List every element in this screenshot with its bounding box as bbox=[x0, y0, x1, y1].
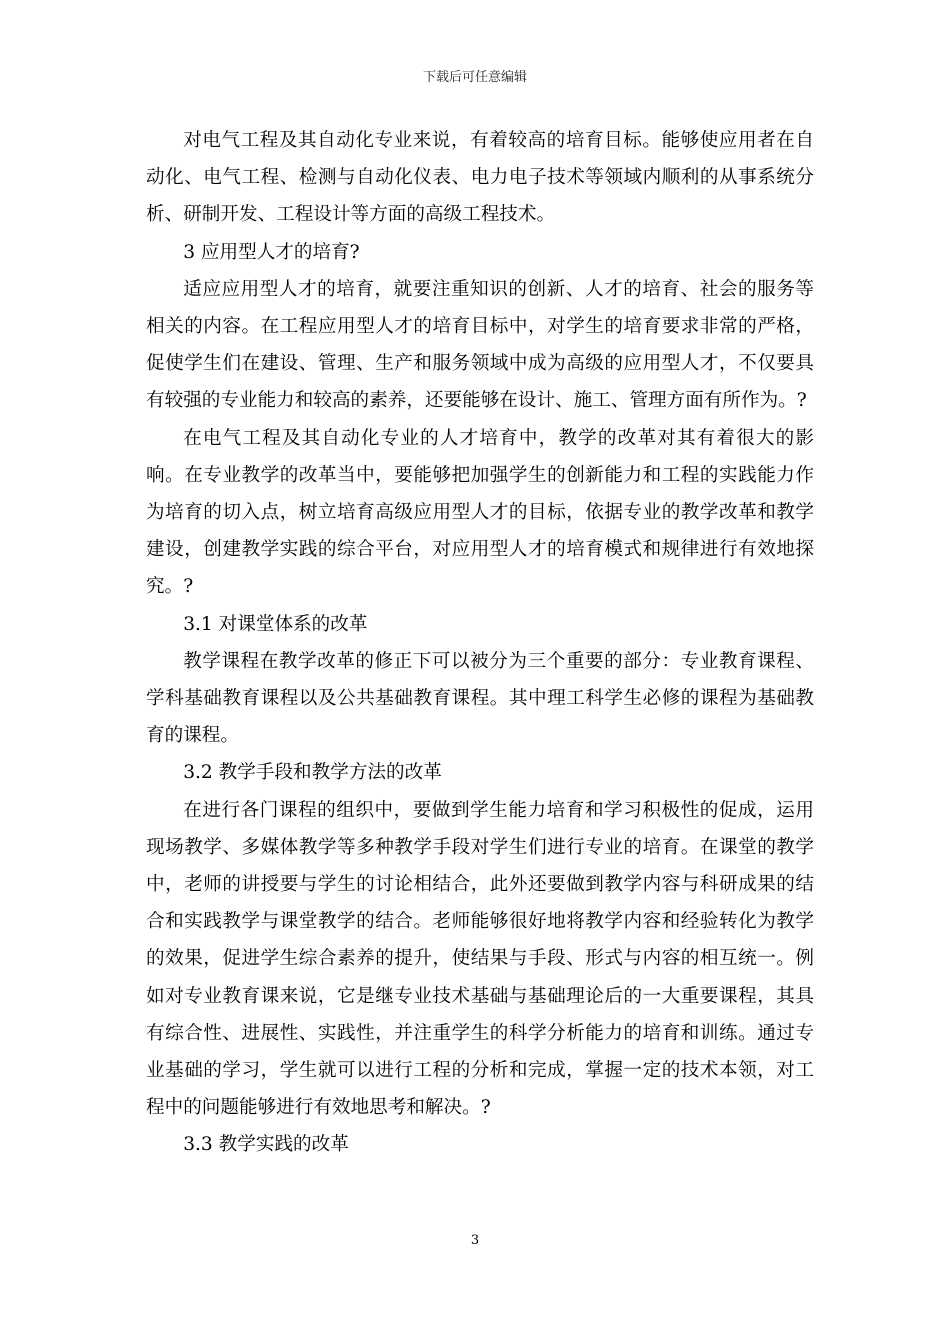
paragraph-course-system: 教学课程在教学改革的修正下可以被分为三个重要的部分：专业教育课程、学科基础教育课程以及公共基础教育课程。其中理工科学生必修的课程为基础教育的课程。 bbox=[146, 650, 814, 747]
paragraph-intro: 对电气工程及其自动化专业来说，有着较高的培育目标。能够使应用者在自动化、电气工程、检测与自动化仪表、电力电子技术等领域内顺利的从事系统分析、研制开发、工程设计等方面的高级工程技术。 bbox=[146, 130, 814, 226]
page-header: 下载后可任意编辑 bbox=[422, 70, 527, 85]
section-heading-3-1: 3.1 对课堂体系的改革 bbox=[183, 613, 368, 635]
section-heading-3-3: 3.3 教学实践的改革 bbox=[183, 1134, 349, 1156]
page-number: 3 bbox=[470, 1233, 480, 1248]
section-heading-3-2: 3.2 教学手段和教学方法的改革 bbox=[183, 762, 442, 784]
paragraph-teaching-reform: 在电气工程及其自动化专业的人才培育中，教学的改革对其有着很大的影响。在专业教学的改革当中，要能够把加强学生的创新能力和工程的实践能力作为培育的切入点，树立培育高级应用型人才的目标，依据专业的教学改革和教学建设，创建教学实践的综合平台，对应用型人才的培育模式和规律进行有效地探究。? bbox=[146, 427, 814, 598]
paragraph-applied-talent: 适应应用型人才的培育，就要注重知识的创新、人才的培育、社会的服务等相关的内容。在工程应用型人才的培育目标中，对学生的培育要求非常的严格，促使学生们在建设、管理、生产和服务领域中成为高级的应用型人才，不仅要具有较强的专业能力和较高的素养，还要能够在设计、施工、管理方面有所作为。? bbox=[146, 278, 814, 412]
section-heading-3: 3 应用型人才的培育? bbox=[183, 241, 360, 263]
document-body bbox=[146, 122, 814, 1164]
paragraph-teaching-methods: 在进行各门课程的组织中，要做到学生能力培育和学习积极性的促成，运用现场教学、多媒体教学等多种教学手段对学生们进行专业的培育。在课堂的教学中，老师的讲授要与学生的讨论相结合，此外还要做到教学内容与科研成果的结合和实践教学与课堂教学的结合。老师能够很好地将教学内容和经验转化为教学的效果，促进学生综合素养的提升，使结果与手段、形式与内容的相互统一。例如对专业教育课来说，它是继专业技术基础与基础理论后的一大重要课程，其具有综合性、进展性、实践性，并注重学生的科学分析能力的培育和训练。通过专业基础的学习，学生就可以进行工程的分析和完成，掌握一定的技术本领，对工程中的问题能够进行有效地思考和解决。? bbox=[146, 799, 814, 1119]
